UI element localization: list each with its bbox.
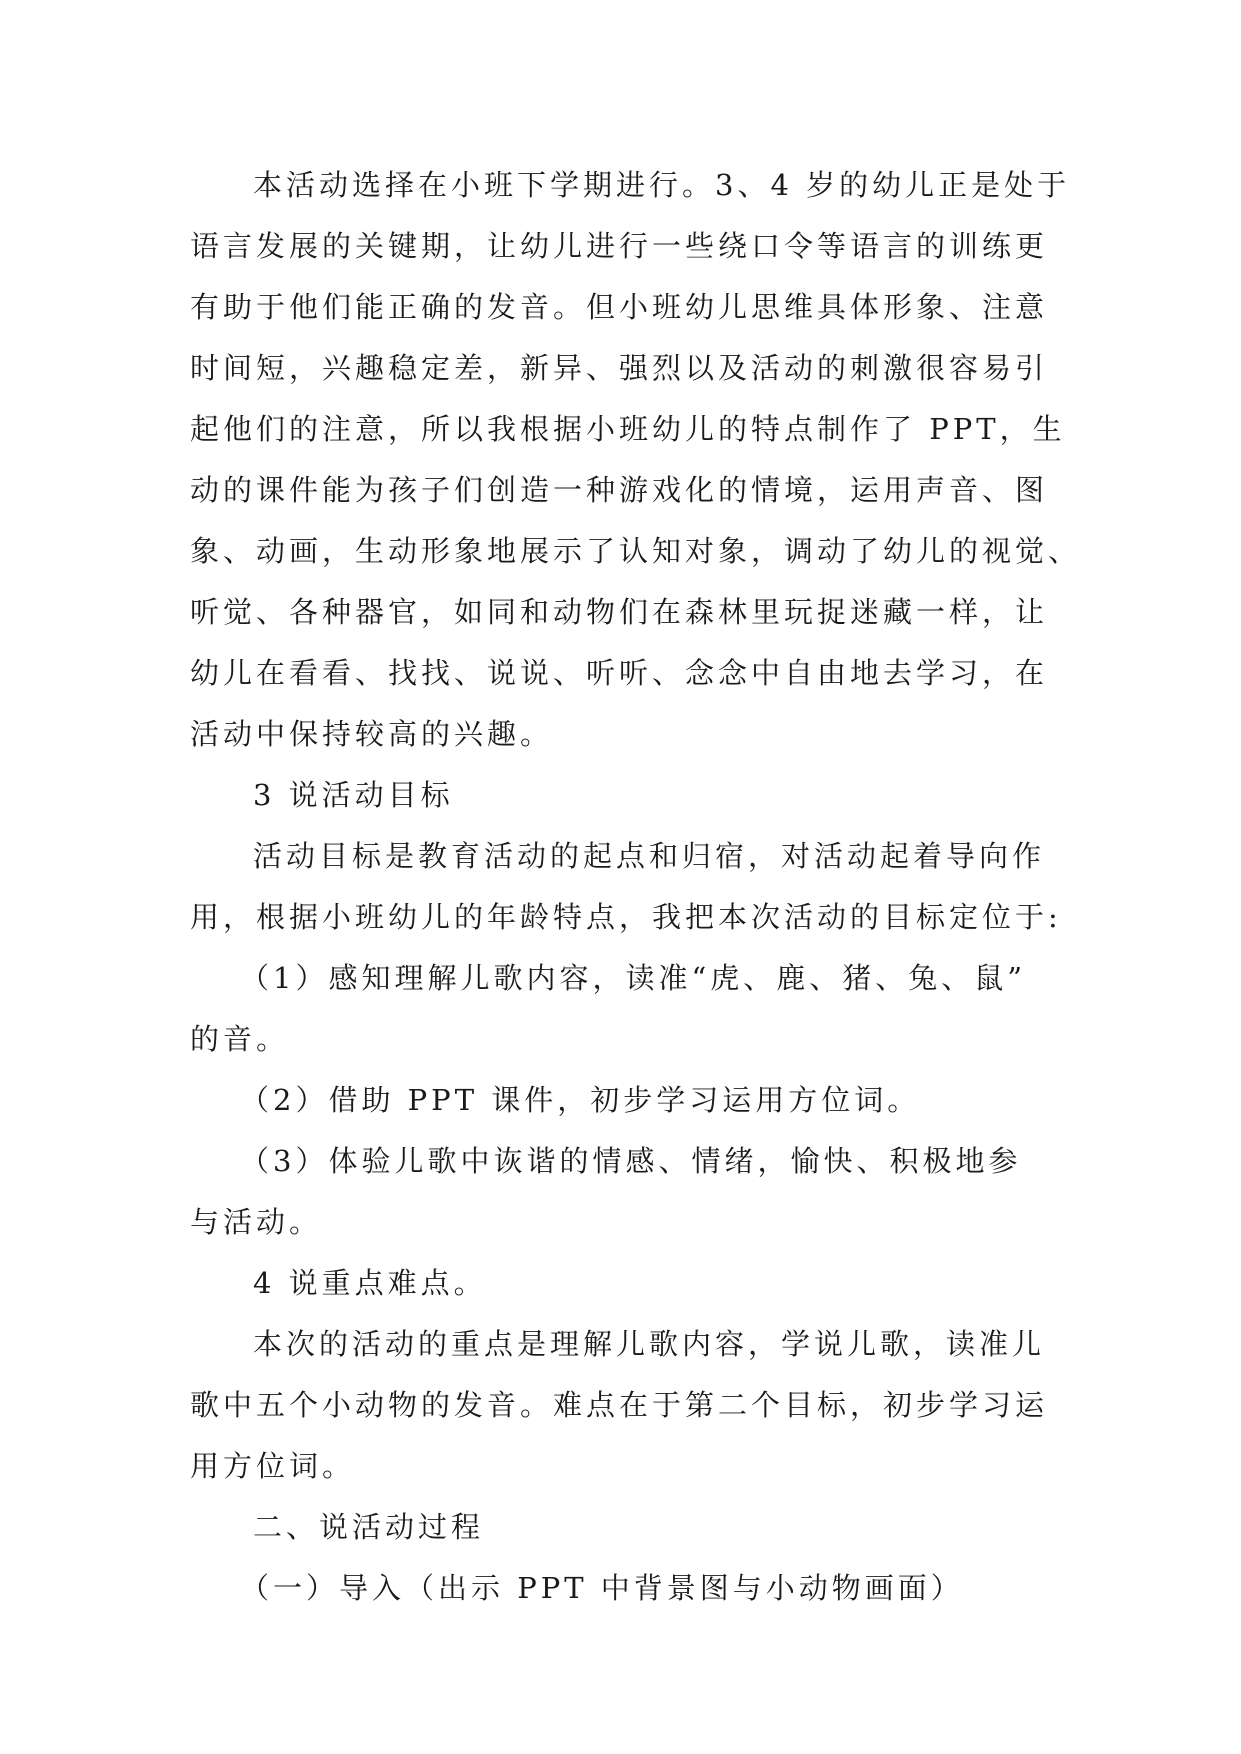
text-line: 的音。 [190,1022,290,1056]
text-line: 本活动选择在小班下学期进行。3、4 岁的幼儿正是处于 [253,168,1071,202]
text-line: 象、动画，生动形象地展示了认知对象，调动了幼儿的视觉、 [190,534,1082,568]
text-line: （1）感知理解儿歌内容，读准“虎、鹿、猪、兔、鼠” [240,961,1027,995]
text-line: （3）体验儿歌中诙谐的情感、情绪，愉快、积极地参 [240,1144,1022,1178]
text-line: 与活动。 [190,1205,323,1239]
text-line: 二、说活动过程 [253,1510,485,1544]
text-line: 本次的活动的重点是理解儿歌内容，学说儿歌，读准儿 [253,1327,1046,1361]
text-line: 时间短，兴趣稳定差，新异、强烈以及活动的刺激很容易引 [190,351,1049,385]
text-line: 动的课件能为孩子们创造一种游戏化的情境，运用声音、图 [190,473,1049,507]
text-line: 有助于他们能正确的发音。但小班幼儿思维具体形象、注意 [190,290,1049,324]
text-line: 歌中五个小动物的发音。难点在于第二个目标，初步学习运 [190,1388,1049,1422]
text-line: 用，根据小班幼儿的年龄特点，我把本次活动的目标定位于: [190,900,1062,934]
text-line: 活动目标是教育活动的起点和归宿，对活动起着导向作 [253,839,1046,873]
text-line: 起他们的注意，所以我根据小班幼儿的特点制作了 PPT，生 [190,412,1066,446]
text-line: 幼儿在看看、找找、说说、听听、念念中自由地去学习，在 [190,656,1049,690]
text-line: 3 说活动目标 [253,778,454,812]
text-line: 活动中保持较高的兴趣。 [190,717,554,751]
document-body [190,155,1082,1619]
text-line: 用方位词。 [190,1449,356,1483]
text-line: 4 说重点难点。 [253,1266,487,1300]
text-line: （一）导入（出示 PPT 中背景图与小动物画面） [240,1571,964,1605]
text-line: 听觉、各种器官，如同和动物们在森林里玩捉迷藏一样，让 [190,595,1049,629]
text-line: （2）借助 PPT 课件，初步学习运用方位词。 [240,1083,921,1117]
text-line: 语言发展的关键期，让幼儿进行一些绕口令等语言的训练更 [190,229,1049,263]
